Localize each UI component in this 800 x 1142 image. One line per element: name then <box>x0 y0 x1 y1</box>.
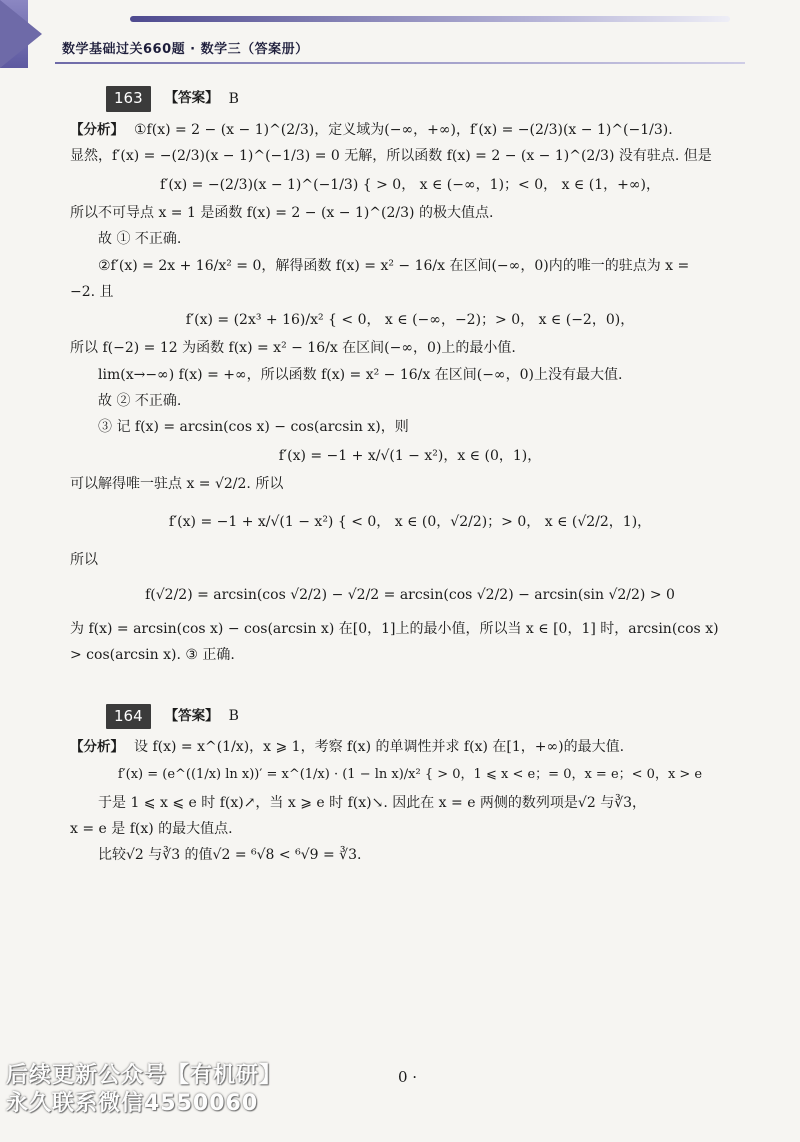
question-164-heading <box>106 704 750 730</box>
text-line: ②f′(x) = 2x + 16/x² = 0，解得函数 f(x) = x² − 16/x 在区间(−∞，0)内的唯一的驻点为 x = <box>98 257 690 274</box>
analysis-line <box>70 737 750 758</box>
answer-label: 【答案】 <box>164 707 219 724</box>
text-line: 所以 <box>70 552 98 569</box>
text-line: lim(x→−∞) f(x) = +∞，所以函数 f(x) = x² − 16/x 在区间(−∞，0)上没有最大值. <box>98 366 623 383</box>
answer-value: B <box>228 90 239 107</box>
page-header <box>0 0 800 68</box>
watermark <box>6 1062 282 1118</box>
text-line: −2. 且 <box>70 283 114 300</box>
watermark-line-1: 后续更新公众号【有机研】 <box>6 1063 283 1088</box>
text-line: > cos(arcsin x). ③ 正确. <box>70 647 235 664</box>
analysis-line <box>70 120 750 141</box>
header-corner-arrow-icon <box>0 0 42 68</box>
text-line: 所以不可导点 x = 1 是函数 f(x) = 2 − (x − 1)^(2/3) 的极大值点. <box>70 204 494 221</box>
question-163-heading <box>106 86 750 112</box>
equation: f′(x) = −1 + x/√(1 − x²) { < 0， x ∈ (0，√2/2)；> 0， x ∈ (√2/2，1)， <box>168 514 652 531</box>
header-divider <box>55 62 745 64</box>
watermark-line-2: 永久联系微信4550060 <box>6 1091 259 1116</box>
analysis-label: 【分析】 <box>70 739 124 756</box>
text-line: 可以解得唯一驻点 x = √2/2. 所以 <box>70 475 284 492</box>
question-number-badge: 164 <box>106 704 151 730</box>
section-gap <box>70 672 750 698</box>
text-line: ③ 记 f(x) = arcsin(cos x) − cos(arcsin x)，则 <box>98 419 409 436</box>
equation: f(√2/2) = arcsin(cos √2/2) − √2/2 = arcsin(cos √2/2) − arcsin(sin √2/2) > 0 <box>145 586 675 603</box>
equation: f′(x) = (2x³ + 16)/x² { < 0， x ∈ (−∞，−2)；> 0， x ∈ (−2，0)， <box>185 312 635 329</box>
equation: f′(x) = (e^((1/x) ln x))′ = x^(1/x) · (1 − ln x)/x² { > 0，1 ⩽ x < e；= 0，x = e；< 0，x > e <box>117 766 703 782</box>
analysis-text: 设 f(x) = x^(1/x)，x ⩾ 1，考察 f(x) 的单调性并求 f(x) 在[1，+∞)的最大值. <box>134 739 625 756</box>
text-line: 所以 f(−2) = 12 为函数 f(x) = x² − 16/x 在区间(−∞，0)上的最小值. <box>70 340 516 357</box>
header-decor-line <box>130 16 730 22</box>
text-line: 显然，f′(x) = −(2/3)(x − 1)^(−1/3) = 0 无解，所以函数 f(x) = 2 − (x − 1)^(2/3) 没有驻点. 但是 <box>70 148 712 165</box>
answer-label: 【答案】 <box>164 90 219 107</box>
equation: f′(x) = −(2/3)(x − 1)^(−1/3) { > 0， x ∈ (−∞，1)；< 0， x ∈ (1，+∞)， <box>160 176 660 193</box>
answer-value: B <box>228 708 239 725</box>
page-content <box>70 80 750 872</box>
analysis-label: 【分析】 <box>70 121 124 138</box>
equation: f′(x) = −1 + x/√(1 − x²)，x ∈ (0，1)， <box>278 447 542 464</box>
question-number-badge: 163 <box>106 86 151 112</box>
text-line: 故 ② 不正确. <box>98 392 182 409</box>
text-line: 比较√2 与∛3 的值√2 = ⁶√8 < ⁶√9 = ∛3. <box>98 847 362 864</box>
text-line: 故 ① 不正确. <box>98 231 182 248</box>
page-number: 0 · <box>398 1068 418 1086</box>
text-line: 于是 1 ⩽ x ⩽ e 时 f(x)↗，当 x ⩾ e 时 f(x)↘. 因此在 x = e 两侧的数列项是√2 与∛3， <box>98 794 647 811</box>
text-line: 为 f(x) = arcsin(cos x) − cos(arcsin x) 在[0，1]上的最小值，所以当 x ∈ [0，1] 时，arcsin(cos x) <box>70 621 719 638</box>
analysis-text: ①f(x) = 2 − (x − 1)^(2/3)，定义域为(−∞，+∞)，f′(x) = −(2/3)(x − 1)^(−1/3). <box>134 121 673 138</box>
page-header-title: 数学基础过关660题 · 数学三（答案册） <box>62 42 309 57</box>
text-line: x = e 是 f(x) 的最大值点. <box>70 821 233 838</box>
